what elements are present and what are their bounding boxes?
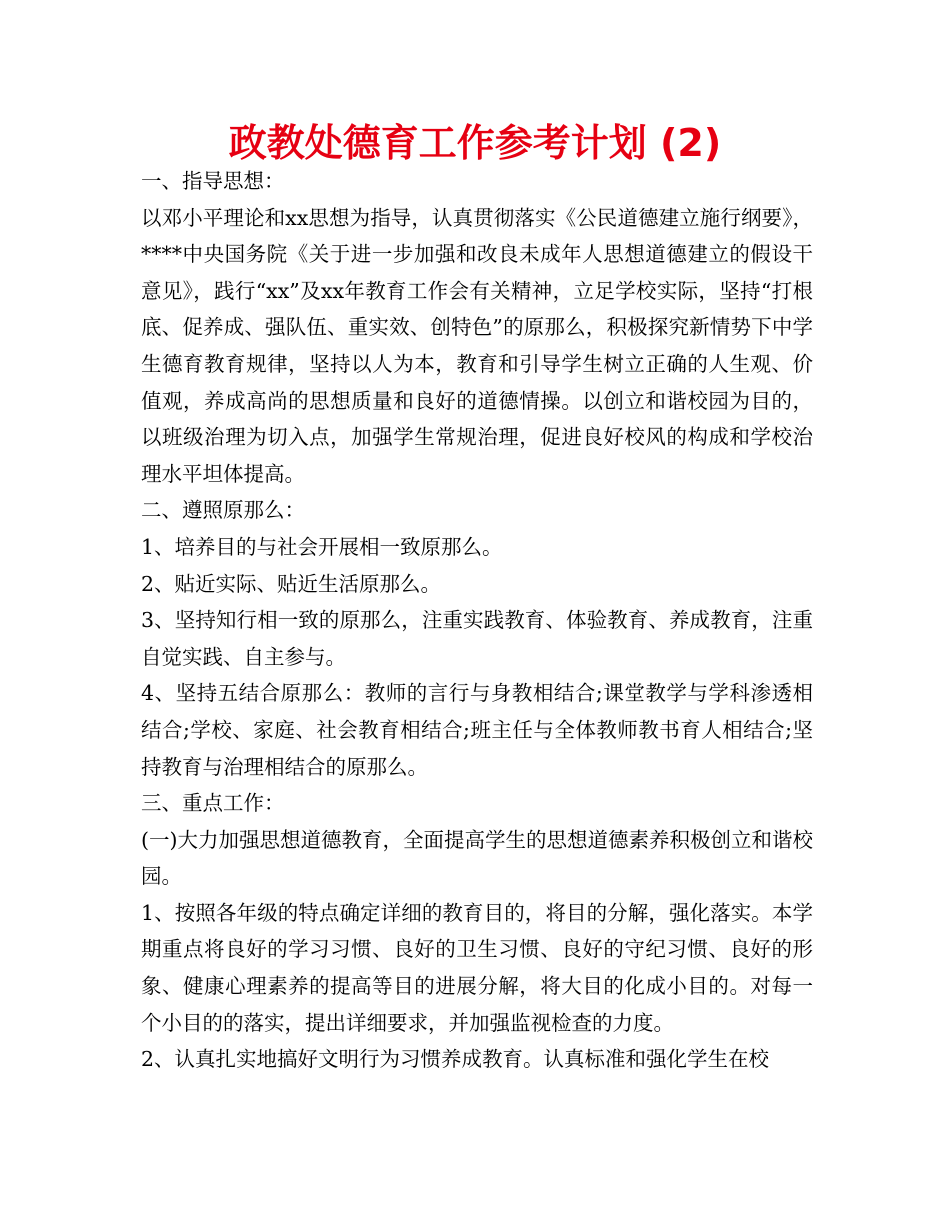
key-work-item-1: 1、按照各年级的特点确定详细的教育目的，将目的分解，强化落实。本学期重点将良好的学习习惯、良好的卫生习惯、良好的守纪习惯、良好的形象、健康心理素养的提高等目的进展分解，将大目的化成小目的。对每一个小目的的落实，提出详细要求，并加强监视检查的力度。 <box>141 900 813 1035</box>
heading-guiding-thought: 一、指导思想： <box>141 169 285 193</box>
paragraph-guiding-thought: 以邓小平理论和xx思想为指导，认真贯彻落实《公民道德建立施行纲要》，****中央国务院《关于进一步加强和改良未成年人思想道德建立的假设干意见》，践行“xx”及xx年教育工作会有关精神，立足学校实际，坚持“打根底、促养成、强队伍、重实效、创特色”的原那么，积极探究新情势下中学生德育教育规律，坚持以人为本，教育和引导学生树立正确的人生观、价值观，养成高尚的思想质量和良好的道德情操。以创立和谐校园为目的，以班级治理为切入点，加强学生常规治理，促进良好校风的构成和学校治理水平坦体提高。 <box>141 205 813 486</box>
principle-item-4: 4、坚持五结合原那么：教师的言行与身教相结合;课堂教学与学科渗透相结合;学校、家庭、社会教育相结合;班主任与全体教师教书育人相结合;坚持教育与治理相结合的原那么。 <box>141 681 813 779</box>
key-work-item-2: 2、认真扎实地搞好文明行为习惯养成教育。认真标准和强化学生在校 <box>141 1047 770 1072</box>
heading-key-work: 三、重点工作： <box>141 791 285 816</box>
subheading-moral-education: (一)大力加强思想道德教育，全面提高学生的思想道德素养积极创立和谐校园。 <box>141 827 813 889</box>
principle-item-1: 1、培养目的与社会开展相一致原那么。 <box>141 534 503 559</box>
principle-item-3: 3、坚持知行相一致的原那么，注重实践教育、体验教育、养成教育，注重自觉实践、自主参与。 <box>141 608 813 669</box>
document-title: 政教处德育工作参考计划 (2) <box>228 121 722 165</box>
document-body <box>141 163 813 1078</box>
heading-principles: 二、遵照原那么： <box>141 498 305 523</box>
principle-item-2: 2、贴近实际、贴近生活原那么。 <box>141 571 442 596</box>
